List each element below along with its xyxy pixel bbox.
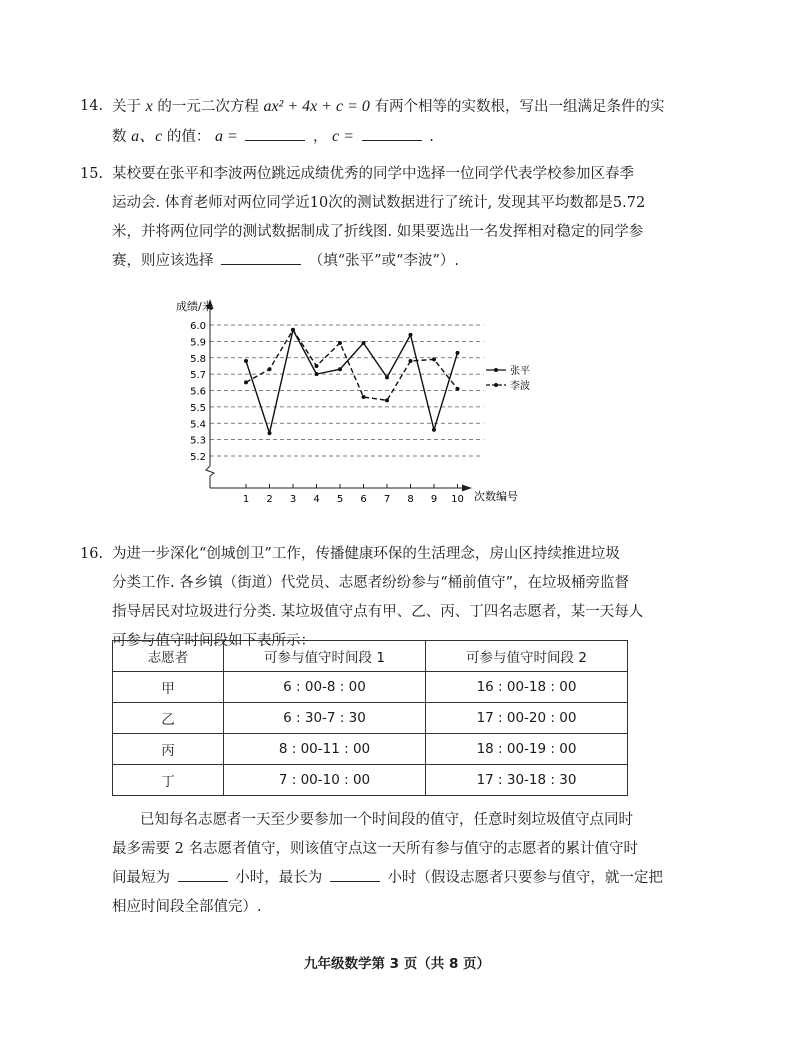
table-header: 可参与值守时间段 1 [224, 641, 426, 672]
table-cell: 6 : 00-8 : 00 [224, 672, 426, 703]
table-header: 志愿者 [113, 641, 224, 672]
q16b-line: 已知每名志愿者一天至少要参加一个时间段的值守，任意时刻垃圾值守点同时 [140, 812, 633, 828]
y-tick-label: 6.0 [190, 321, 206, 332]
data-point [244, 380, 248, 384]
q14-label-c: c = [332, 128, 354, 145]
page-footer: 九年级数学第 3 页（共 8 页） [303, 956, 491, 972]
q14-text: 数 [112, 129, 127, 145]
q16b-line: 小时，最长为 [235, 870, 323, 886]
answer-blank-a[interactable] [245, 139, 305, 141]
y-tick-label: 5.5 [190, 402, 206, 414]
q15-line: 赛，则应该选择 [112, 253, 214, 269]
data-point [315, 364, 319, 368]
data-point [268, 431, 272, 435]
table-row [113, 765, 628, 796]
q14-text: 的值： [166, 129, 211, 145]
legend-label: 李波 [510, 381, 530, 392]
x-tick-label: 4 [313, 494, 320, 505]
y-axis-label: 成绩/米 [176, 300, 213, 313]
data-point [385, 398, 389, 402]
chart-series [244, 328, 460, 435]
q16b-line: 最多需要 2 名志愿者值守，则该值守点这一天所有参与值守的志愿者的累计值守时 [112, 841, 638, 857]
legend-marker [494, 383, 498, 387]
data-point [409, 333, 413, 337]
x-tick-label: 10 [451, 494, 464, 505]
table-row [113, 734, 628, 765]
question-number: 15. [80, 166, 104, 182]
x-axis-label: 次数编号 [474, 490, 518, 503]
q14-sep: ， [312, 129, 328, 145]
table-cell: 17 : 00-20 : 00 [426, 703, 628, 734]
answer-blank-max[interactable] [330, 880, 380, 882]
data-point [268, 367, 272, 371]
q16-line: 指导居民对垃圾进行分类. 某垃圾值守点有甲、乙、丙、丁四名志愿者，某一天每人 [112, 604, 644, 620]
table-header: 可参与值守时间段 2 [426, 641, 628, 672]
y-tick-label: 5.6 [190, 386, 206, 398]
data-point [432, 428, 436, 432]
data-point [338, 367, 342, 371]
q14-end: . [429, 129, 434, 145]
answer-blank-min[interactable] [178, 880, 228, 882]
data-point [362, 395, 366, 399]
table-cell: 乙 [113, 703, 224, 734]
q16-line: 为进一步深化“创城创卫”工作，传播健康环保的生活理念，房山区持续推进垃圾 [112, 546, 620, 562]
table-cell: 18 : 00-19 : 00 [426, 734, 628, 765]
data-point [432, 357, 436, 361]
table-header-row [113, 641, 628, 672]
data-point [291, 328, 295, 332]
q14-equation: ax² + 4x + c = 0 [263, 98, 370, 115]
chart-grid [210, 325, 484, 456]
table-cell: 8 : 00-11 : 00 [224, 734, 426, 765]
x-tick-label: 5 [336, 494, 344, 505]
x-axis-arrow [462, 485, 472, 492]
x-tick-label: 1 [242, 494, 250, 505]
x-tick-label: 3 [289, 494, 297, 505]
table-row [113, 672, 628, 703]
table-cell: 16 : 00-18 : 00 [426, 672, 628, 703]
data-point [409, 359, 413, 363]
y-tick-label: 5.9 [190, 337, 206, 349]
q16b-line: 小时（假设志愿者只要参与值守，就一定把 [387, 870, 663, 886]
series-line-2 [246, 330, 458, 400]
data-point [456, 387, 460, 391]
data-point [244, 359, 248, 363]
volunteer-table [112, 640, 628, 796]
y-tick-label: 5.7 [190, 370, 206, 382]
chart-y-tick-labels [190, 321, 206, 463]
legend-label: 张平 [510, 366, 530, 377]
question-14 [80, 92, 710, 152]
table-cell: 甲 [113, 672, 224, 703]
q14-variable: x [145, 98, 153, 115]
data-point [385, 375, 389, 379]
q16b-line: 相应时间段全部值完）. [112, 899, 262, 915]
legend-marker [494, 368, 498, 372]
y-tick-label: 5.8 [190, 353, 206, 365]
x-tick-label: 2 [266, 494, 273, 505]
answer-blank-c[interactable] [362, 139, 422, 141]
chart-axes [206, 299, 472, 492]
answer-blank-choice[interactable] [221, 263, 301, 265]
x-tick-label: 9 [430, 494, 438, 505]
table-cell: 6 : 30-7 : 30 [224, 703, 426, 734]
q14-label-a: a = [214, 128, 238, 145]
question-15 [80, 160, 710, 276]
table-cell: 丙 [113, 734, 224, 765]
table-cell: 17 : 30-18 : 30 [426, 765, 628, 796]
q15-line: 某校要在张平和李波两位跳远成绩优秀的同学中选择一位同学代表学校参加区春季 [112, 166, 634, 182]
axis-break-mark [206, 466, 214, 476]
q14-text: 关于 [112, 99, 141, 115]
x-tick-label: 6 [360, 494, 367, 505]
question-16 [80, 540, 710, 656]
table-cell: 丁 [113, 765, 224, 796]
question-number: 16. [80, 546, 104, 562]
chart-x-tick-labels [243, 494, 464, 505]
table-cell: 7 : 00-10 : 00 [224, 765, 426, 796]
y-tick-label: 5.2 [190, 452, 206, 463]
data-point [315, 372, 319, 376]
q16-line: 分类工作. 各乡镇（街道）代党员、志愿者纷纷参与“桶前值守”，在垃圾桶旁监督 [112, 575, 630, 591]
series-line-1 [246, 330, 458, 433]
q14-text: 的一元二次方程 [157, 99, 259, 115]
q16b-line: 间最短为 [112, 870, 170, 886]
q15-line: （填“张平”或“李波”）. [308, 253, 459, 269]
data-point [362, 341, 366, 345]
q15-line: 运动会. 体育老师对两位同学近10次的测试数据进行了统计, 发现其平均数都是5.72 [112, 195, 646, 211]
q14-text: 有两个相等的实数根，写出一组满足条件的实 [374, 99, 665, 115]
data-point [338, 341, 342, 345]
x-tick-label: 8 [407, 494, 414, 505]
y-tick-label: 5.3 [190, 435, 206, 447]
x-tick-label: 7 [383, 494, 391, 505]
y-tick-label: 5.4 [190, 419, 206, 431]
q16-line: 可参与值守时间段如下表所示： [112, 633, 315, 649]
question-16-continued [80, 806, 710, 922]
data-point [456, 351, 460, 355]
line-chart [168, 290, 548, 518]
question-number: 14. [80, 98, 104, 114]
chart-legend [486, 365, 530, 392]
q15-line: 米，并将两位同学的测试数据制成了折线图. 如果要选出一名发挥相对稳定的同学参 [112, 224, 644, 240]
table-row [113, 703, 628, 734]
q14-variables: a、c [131, 128, 163, 145]
